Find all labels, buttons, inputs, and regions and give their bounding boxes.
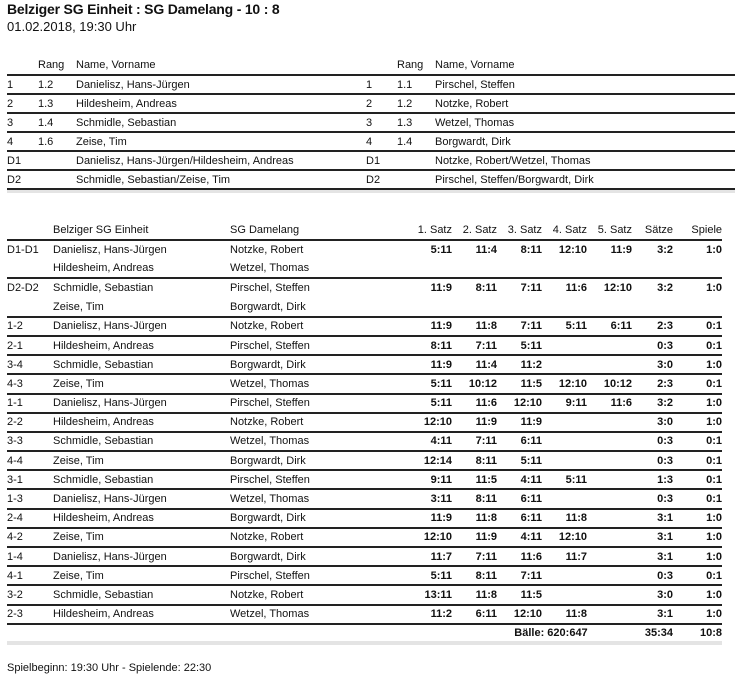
away-player: Borgwardt, Dirk (230, 355, 410, 374)
saetze-score: 0:3 (632, 451, 673, 470)
set-2-score: 8:11 (452, 451, 497, 470)
away-player: Pirschel, Steffen (230, 336, 410, 355)
game-id: 3-1 (7, 470, 53, 489)
set-3-score: 5:11 (497, 336, 542, 355)
lineup-rang: 1.3 (397, 113, 435, 132)
set-3-score: 6:11 (497, 489, 542, 508)
set-3-score: 6:11 (497, 509, 542, 528)
away-player: Wetzel, Thomas (230, 489, 410, 508)
saetze-score: 0:3 (632, 566, 673, 585)
match-title: Belziger SG Einheit : SG Damelang - 10 : 8 (7, 1, 280, 17)
lineup-pos: 4 (366, 132, 397, 151)
saetze-score: 1:3 (632, 470, 673, 489)
spiele-score: 1:0 (673, 528, 722, 547)
set-4-score: 5:11 (542, 317, 587, 336)
home-player: Zeise, Tim (53, 374, 230, 393)
game-row-partner (7, 298, 722, 317)
set-4-score (542, 489, 587, 508)
lineup-pos: 2 (7, 94, 38, 113)
lineup-pos: D1 (366, 151, 397, 170)
set-4-score (542, 432, 587, 451)
lineup-away-table (366, 56, 735, 193)
lineup-header-row (7, 56, 385, 75)
lineup-name: Schmidle, Sebastian/Zeise, Tim (76, 170, 385, 189)
away-player: Wetzel, Thomas (230, 432, 410, 451)
game-row (7, 451, 722, 470)
away-player: Pirschel, Steffen (230, 394, 410, 413)
col-rang: Rang (38, 59, 65, 71)
game-row (7, 528, 722, 547)
lineup-rang: 1.4 (397, 132, 435, 151)
totals-row (7, 624, 722, 643)
col-satz-4: 4. Satz (552, 224, 587, 236)
game-row (7, 394, 722, 413)
game-id: 3-4 (7, 355, 53, 374)
away-player: Borgwardt, Dirk (230, 509, 410, 528)
col-spiele: Spiele (691, 224, 722, 236)
lineup-name: Danielisz, Hans-Jürgen (76, 75, 385, 94)
home-player: Hildesheim, Andreas (53, 509, 230, 528)
game-id: 2-4 (7, 509, 53, 528)
home-player: Schmidle, Sebastian (53, 470, 230, 489)
set-1-score: 4:11 (410, 432, 452, 451)
away-player: Wetzel, Thomas (230, 374, 410, 393)
game-id: 2-1 (7, 336, 53, 355)
home-player: Zeise, Tim (53, 566, 230, 585)
table-end-bar (7, 189, 385, 193)
set-4-score: 12:10 (542, 374, 587, 393)
lineup-rang (38, 151, 76, 170)
home-partner: Zeise, Tim (53, 300, 104, 313)
home-player: Schmidle, Sebastian (53, 355, 230, 374)
saetze-score: 0:3 (632, 432, 673, 451)
lineup-pos: 4 (7, 132, 38, 151)
set-3-score: 11:9 (497, 413, 542, 432)
home-player: Danielisz, Hans-Jürgen (53, 317, 230, 336)
home-player: Schmidle, Sebastian (53, 278, 230, 297)
set-4-score: 12:10 (542, 528, 587, 547)
saetze-score: 3:1 (632, 509, 673, 528)
set-1-score: 11:9 (410, 317, 452, 336)
home-player: Zeise, Tim (53, 528, 230, 547)
lineup-name: Notzke, Robert/Wetzel, Thomas (435, 151, 735, 170)
col-pos (366, 56, 397, 75)
games-header-row (7, 221, 722, 240)
set-4-score (542, 566, 587, 585)
away-player: Notzke, Robert (230, 413, 410, 432)
game-id: 1-4 (7, 547, 53, 566)
lineup-pos: 3 (7, 113, 38, 132)
game-row (7, 413, 722, 432)
set-1-score: 11:9 (410, 278, 452, 297)
home-player: Danielisz, Hans-Jürgen (53, 394, 230, 413)
spiele-score: 1:0 (673, 509, 722, 528)
lineup-row (366, 132, 735, 151)
col-saetze: Sätze (644, 224, 673, 236)
total-balls: Bälle: 620:647 (410, 624, 632, 643)
saetze-score: 3:2 (632, 394, 673, 413)
lineup-rang (397, 170, 435, 189)
lineup-rang: 1.6 (38, 132, 76, 151)
set-2-score: 11:5 (452, 470, 497, 489)
lineup-row (7, 132, 385, 151)
lineup-rang: 1.2 (397, 94, 435, 113)
set-3-score: 7:11 (497, 566, 542, 585)
set-1-score: 11:7 (410, 547, 452, 566)
set-2-score: 8:11 (452, 278, 497, 297)
home-player: Schmidle, Sebastian (53, 432, 230, 451)
saetze-score: 2:3 (632, 317, 673, 336)
lineup-pos: 3 (366, 113, 397, 132)
spiele-score: 1:0 (673, 605, 722, 624)
set-4-score: 12:10 (542, 240, 587, 259)
set-3-score: 11:2 (497, 355, 542, 374)
saetze-score: 3:2 (632, 240, 673, 259)
spiele-score: 0:1 (673, 470, 722, 489)
set-1-score: 5:11 (410, 240, 452, 259)
set-5-score: 12:10 (587, 278, 632, 297)
game-row (7, 336, 722, 355)
set-4-score: 11:8 (542, 605, 587, 624)
set-1-score: 13:11 (410, 585, 452, 604)
spiele-score: 0:1 (673, 336, 722, 355)
game-id: D1-D1 (7, 240, 53, 259)
lineup-name: Zeise, Tim (76, 132, 385, 151)
set-3-score: 4:11 (497, 470, 542, 489)
spiele-score: 0:1 (673, 489, 722, 508)
lineup-header-row (366, 56, 735, 75)
col-away-team: SG Damelang (230, 224, 300, 236)
saetze-score: 3:2 (632, 278, 673, 297)
set-3-score: 4:11 (497, 528, 542, 547)
lineup-rang: 1.3 (38, 94, 76, 113)
saetze-score: 0:3 (632, 336, 673, 355)
set-4-score: 11:7 (542, 547, 587, 566)
lineup-pos: D2 (366, 170, 397, 189)
spiele-score: 1:0 (673, 355, 722, 374)
lineup-row (7, 94, 385, 113)
lineup-row (7, 151, 385, 170)
set-3-score: 5:11 (497, 451, 542, 470)
saetze-score: 3:0 (632, 585, 673, 604)
game-row (7, 470, 722, 489)
lineup-pos: 1 (7, 75, 38, 94)
game-id: 1-1 (7, 394, 53, 413)
lineup-row (7, 113, 385, 132)
game-id: 4-3 (7, 374, 53, 393)
game-row (7, 432, 722, 451)
set-4-score (542, 451, 587, 470)
saetze-score: 2:3 (632, 374, 673, 393)
lineup-pos: D2 (7, 170, 38, 189)
spiele-score: 1:0 (673, 240, 722, 259)
away-player: Pirschel, Steffen (230, 566, 410, 585)
set-4-score (542, 413, 587, 432)
set-5-score (587, 470, 632, 489)
col-pos (7, 56, 38, 75)
game-row (7, 489, 722, 508)
away-partner: Borgwardt, Dirk (230, 300, 306, 313)
game-row (7, 547, 722, 566)
lineup-name: Schmidle, Sebastian (76, 113, 385, 132)
lineup-row (366, 151, 735, 170)
set-3-score: 11:5 (497, 374, 542, 393)
set-2-score: 11:8 (452, 317, 497, 336)
away-player: Borgwardt, Dirk (230, 451, 410, 470)
spiele-score: 0:1 (673, 451, 722, 470)
set-3-score: 7:11 (497, 317, 542, 336)
col-game (7, 221, 53, 240)
set-1-score: 11:9 (410, 509, 452, 528)
set-3-score: 12:10 (497, 394, 542, 413)
set-1-score: 9:11 (410, 470, 452, 489)
set-5-score (587, 336, 632, 355)
set-5-score: 10:12 (587, 374, 632, 393)
set-2-score: 11:9 (452, 528, 497, 547)
away-partner: Wetzel, Thomas (230, 262, 310, 275)
set-5-score (587, 566, 632, 585)
set-5-score (587, 605, 632, 624)
game-row-partner (7, 259, 722, 278)
away-player: Borgwardt, Dirk (230, 547, 410, 566)
game-id: 4-1 (7, 566, 53, 585)
set-5-score: 11:6 (587, 394, 632, 413)
lineup-rang (397, 151, 435, 170)
set-5-score: 11:9 (587, 240, 632, 259)
game-id: 4-4 (7, 451, 53, 470)
set-4-score (542, 336, 587, 355)
saetze-score: 3:1 (632, 605, 673, 624)
set-3-score: 11:6 (497, 547, 542, 566)
set-4-score (542, 355, 587, 374)
set-1-score: 5:11 (410, 374, 452, 393)
set-4-score: 11:8 (542, 509, 587, 528)
lineup-rang (38, 170, 76, 189)
set-5-score (587, 509, 632, 528)
set-1-score: 11:2 (410, 605, 452, 624)
lineup-name: Danielisz, Hans-Jürgen/Hildesheim, Andreas (76, 151, 385, 170)
game-row (7, 605, 722, 624)
set-2-score: 8:11 (452, 566, 497, 585)
lineup-name: Hildesheim, Andreas (76, 94, 385, 113)
col-home-team: Belziger SG Einheit (53, 224, 149, 236)
game-row (7, 509, 722, 528)
lineup-row (366, 170, 735, 189)
lineup-row (7, 75, 385, 94)
game-id: 2-2 (7, 413, 53, 432)
away-player: Notzke, Robert (230, 585, 410, 604)
lineup-row (366, 113, 735, 132)
game-id: 1-2 (7, 317, 53, 336)
col-rang: Rang (397, 59, 424, 71)
lineup-row (366, 75, 735, 94)
saetze-score: 3:0 (632, 413, 673, 432)
set-3-score: 7:11 (497, 278, 542, 297)
game-row (7, 585, 722, 604)
home-player: Danielisz, Hans-Jürgen (53, 489, 230, 508)
home-player: Danielisz, Hans-Jürgen (53, 547, 230, 566)
lineup-home-table (7, 56, 385, 193)
set-4-score: 11:6 (542, 278, 587, 297)
spiele-score: 1:0 (673, 394, 722, 413)
away-player: Notzke, Robert (230, 317, 410, 336)
set-2-score: 7:11 (452, 547, 497, 566)
spiele-score: 0:1 (673, 374, 722, 393)
total-saetze: 35:34 (632, 624, 673, 643)
games-table (7, 221, 722, 645)
spiele-score: 1:0 (673, 413, 722, 432)
set-1-score: 12:10 (410, 528, 452, 547)
away-player: Pirschel, Steffen (230, 470, 410, 489)
match-date: 01.02.2018, 19:30 Uhr (7, 19, 137, 34)
lineup-rang: 1.2 (38, 75, 76, 94)
game-row (7, 355, 722, 374)
set-2-score: 11:9 (452, 413, 497, 432)
game-row (7, 566, 722, 585)
spiele-score: 1:0 (673, 278, 722, 297)
away-player: Notzke, Robert (230, 528, 410, 547)
set-2-score: 6:11 (452, 605, 497, 624)
home-player: Schmidle, Sebastian (53, 585, 230, 604)
game-id: 4-2 (7, 528, 53, 547)
game-row (7, 240, 722, 259)
game-row (7, 317, 722, 336)
col-name: Name, Vorname (76, 59, 156, 71)
set-5-score (587, 355, 632, 374)
set-3-score: 11:5 (497, 585, 542, 604)
spiele-score: 0:1 (673, 432, 722, 451)
home-player: Hildesheim, Andreas (53, 605, 230, 624)
lineup-name: Notzke, Robert (435, 94, 735, 113)
set-2-score: 8:11 (452, 489, 497, 508)
saetze-score: 0:3 (632, 489, 673, 508)
lineup-pos: 1 (366, 75, 397, 94)
set-1-score: 3:11 (410, 489, 452, 508)
set-1-score: 12:14 (410, 451, 452, 470)
lineup-pos: 2 (366, 94, 397, 113)
col-name: Name, Vorname (435, 59, 515, 71)
set-4-score (542, 585, 587, 604)
set-4-score: 9:11 (542, 394, 587, 413)
away-player: Pirschel, Steffen (230, 278, 410, 297)
home-player: Hildesheim, Andreas (53, 336, 230, 355)
set-5-score (587, 451, 632, 470)
set-2-score: 11:8 (452, 585, 497, 604)
set-2-score: 7:11 (452, 336, 497, 355)
saetze-score: 3:0 (632, 355, 673, 374)
home-player: Hildesheim, Andreas (53, 413, 230, 432)
set-2-score: 11:4 (452, 355, 497, 374)
away-player: Notzke, Robert (230, 240, 410, 259)
set-5-score (587, 547, 632, 566)
set-5-score (587, 413, 632, 432)
set-5-score: 6:11 (587, 317, 632, 336)
set-2-score: 7:11 (452, 432, 497, 451)
spiele-score: 1:0 (673, 585, 722, 604)
set-1-score: 8:11 (410, 336, 452, 355)
spiele-score: 0:1 (673, 317, 722, 336)
set-1-score: 5:11 (410, 566, 452, 585)
saetze-score: 3:1 (632, 528, 673, 547)
game-row (7, 374, 722, 393)
home-player: Danielisz, Hans-Jürgen (53, 240, 230, 259)
table-end-bar (366, 189, 735, 193)
set-2-score: 11:6 (452, 394, 497, 413)
spiele-score: 0:1 (673, 566, 722, 585)
set-2-score: 11:4 (452, 240, 497, 259)
set-2-score: 11:8 (452, 509, 497, 528)
set-4-score: 5:11 (542, 470, 587, 489)
set-3-score: 12:10 (497, 605, 542, 624)
set-1-score: 11:9 (410, 355, 452, 374)
set-3-score: 6:11 (497, 432, 542, 451)
col-satz-2: 2. Satz (462, 224, 497, 236)
set-5-score (587, 585, 632, 604)
set-1-score: 5:11 (410, 394, 452, 413)
lineup-name: Pirschel, Steffen/Borgwardt, Dirk (435, 170, 735, 189)
game-id: 2-3 (7, 605, 53, 624)
away-player: Wetzel, Thomas (230, 605, 410, 624)
lineup-pos: D1 (7, 151, 38, 170)
home-player: Zeise, Tim (53, 451, 230, 470)
set-1-score: 12:10 (410, 413, 452, 432)
set-5-score (587, 528, 632, 547)
col-satz-3: 3. Satz (507, 224, 542, 236)
game-row (7, 278, 722, 297)
spiele-score: 1:0 (673, 547, 722, 566)
total-spiele: 10:8 (673, 624, 722, 643)
col-satz-1: 1. Satz (417, 224, 452, 236)
set-5-score (587, 489, 632, 508)
lineup-row (7, 170, 385, 189)
lineup-rang: 1.1 (397, 75, 435, 94)
set-3-score: 8:11 (497, 240, 542, 259)
game-id: D2-D2 (7, 278, 53, 297)
lineup-name: Borgwardt, Dirk (435, 132, 735, 151)
match-times: Spielbeginn: 19:30 Uhr - Spielende: 22:30 (7, 662, 212, 674)
set-2-score: 10:12 (452, 374, 497, 393)
col-satz-5: 5. Satz (597, 224, 632, 236)
lineup-name: Pirschel, Steffen (435, 75, 735, 94)
lineup-rang: 1.4 (38, 113, 76, 132)
set-5-score (587, 432, 632, 451)
home-partner: Hildesheim, Andreas (53, 262, 154, 275)
game-id: 1-3 (7, 489, 53, 508)
game-id: 3-2 (7, 585, 53, 604)
saetze-score: 3:1 (632, 547, 673, 566)
lineup-row (366, 94, 735, 113)
lineup-name: Wetzel, Thomas (435, 113, 735, 132)
game-id: 3-3 (7, 432, 53, 451)
